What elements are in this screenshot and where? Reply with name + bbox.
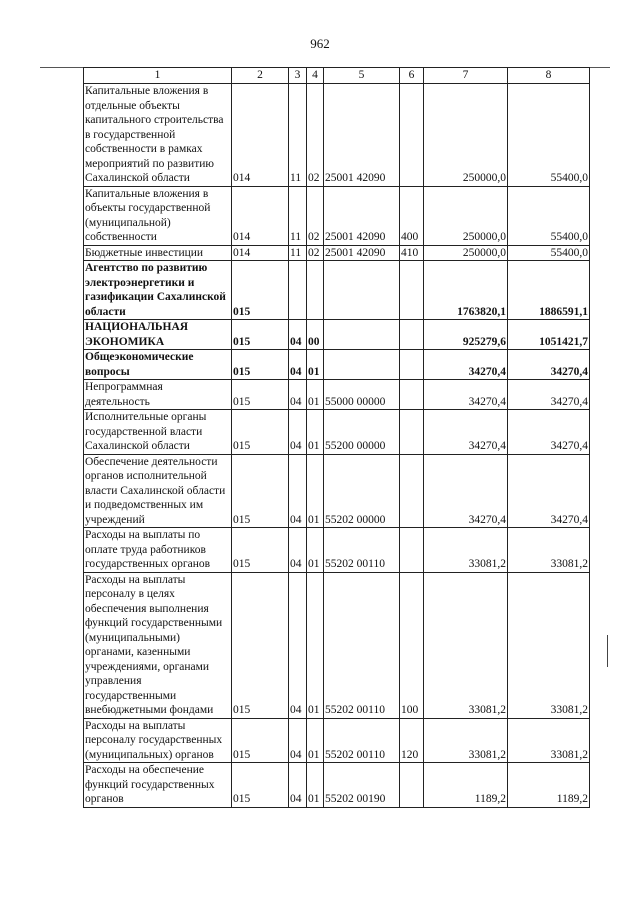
row-section: 11 bbox=[289, 245, 307, 261]
row-section: 04 bbox=[289, 528, 307, 573]
row-amount-2: 1051421,7 bbox=[508, 320, 590, 350]
table-row bbox=[84, 84, 590, 187]
row-amount-2: 55400,0 bbox=[508, 84, 590, 187]
row-code: 015 bbox=[232, 454, 289, 528]
header-col-4: 4 bbox=[307, 68, 324, 84]
row-amount-2: 33081,2 bbox=[508, 718, 590, 763]
row-target-article bbox=[324, 261, 400, 320]
row-amount-1: 33081,2 bbox=[424, 718, 508, 763]
row-subsection: 01 bbox=[307, 410, 324, 455]
row-amount-1: 33081,2 bbox=[424, 528, 508, 573]
row-name: Расходы на выплаты персоналу в целях обеспечения выполнения функций государственными (муниципальными) органами, казенными учреждениями, органами управления государственными внебюджетными фондами bbox=[84, 572, 232, 718]
row-name: Расходы на выплаты по оплате труда работников государственных органов bbox=[84, 528, 232, 573]
row-target-article: 55202 00110 bbox=[324, 718, 400, 763]
row-amount-1: 1189,2 bbox=[424, 763, 508, 808]
table-body bbox=[84, 68, 590, 808]
header-col-2: 2 bbox=[232, 68, 289, 84]
row-code: 014 bbox=[232, 186, 289, 245]
row-section: 04 bbox=[289, 718, 307, 763]
row-target-article: 55202 00110 bbox=[324, 572, 400, 718]
row-expense-type bbox=[400, 350, 424, 380]
row-expense-type bbox=[400, 261, 424, 320]
header-col-1: 1 bbox=[84, 68, 232, 84]
header-col-6: 6 bbox=[400, 68, 424, 84]
row-amount-2: 34270,4 bbox=[508, 410, 590, 455]
row-name: Расходы на обеспечение функций государственных органов bbox=[84, 763, 232, 808]
row-amount-2: 33081,2 bbox=[508, 572, 590, 718]
scan-artifact bbox=[607, 635, 608, 667]
row-target-article: 55202 00190 bbox=[324, 763, 400, 808]
table-row bbox=[84, 350, 590, 380]
row-subsection: 01 bbox=[307, 350, 324, 380]
row-target-article: 25001 42090 bbox=[324, 245, 400, 261]
row-amount-1: 925279,6 bbox=[424, 320, 508, 350]
row-name: Обеспечение деятельности органов исполнительной власти Сахалинской области и подведомственных им учреждений bbox=[84, 454, 232, 528]
row-subsection: 00 bbox=[307, 320, 324, 350]
row-expense-type bbox=[400, 380, 424, 410]
row-amount-1: 1763820,1 bbox=[424, 261, 508, 320]
row-amount-1: 250000,0 bbox=[424, 245, 508, 261]
row-code: 015 bbox=[232, 320, 289, 350]
row-code: 015 bbox=[232, 572, 289, 718]
table-row bbox=[84, 718, 590, 763]
row-target-article bbox=[324, 320, 400, 350]
row-section: 04 bbox=[289, 572, 307, 718]
row-amount-2: 33081,2 bbox=[508, 528, 590, 573]
row-section: 04 bbox=[289, 380, 307, 410]
row-name: Капитальные вложения в объекты государственной (муниципальной) собственности bbox=[84, 186, 232, 245]
row-subsection: 01 bbox=[307, 572, 324, 718]
row-expense-type: 100 bbox=[400, 572, 424, 718]
row-expense-type bbox=[400, 84, 424, 187]
row-target-article bbox=[324, 350, 400, 380]
row-amount-1: 33081,2 bbox=[424, 572, 508, 718]
header-col-7: 7 bbox=[424, 68, 508, 84]
row-name: Непрограммная деятельность bbox=[84, 380, 232, 410]
row-amount-1: 34270,4 bbox=[424, 454, 508, 528]
row-name: Агентство по развитию электроэнергетики и газификации Сахалинской области bbox=[84, 261, 232, 320]
table-row bbox=[84, 320, 590, 350]
row-subsection: 02 bbox=[307, 186, 324, 245]
row-subsection: 02 bbox=[307, 84, 324, 187]
table-row bbox=[84, 410, 590, 455]
row-expense-type bbox=[400, 528, 424, 573]
row-subsection: 01 bbox=[307, 528, 324, 573]
header-col-5: 5 bbox=[324, 68, 400, 84]
page-number: 962 bbox=[310, 36, 330, 51]
row-name: Капитальные вложения в отдельные объекты капитального строительства в государственной собственности в рамках мероприятий по развитию Сахалинской области bbox=[84, 84, 232, 187]
row-code: 015 bbox=[232, 380, 289, 410]
table-row bbox=[84, 186, 590, 245]
row-amount-2: 1886591,1 bbox=[508, 261, 590, 320]
row-amount-2: 1189,2 bbox=[508, 763, 590, 808]
row-amount-2: 34270,4 bbox=[508, 380, 590, 410]
row-expense-type bbox=[400, 763, 424, 808]
row-code: 015 bbox=[232, 410, 289, 455]
row-expense-type: 410 bbox=[400, 245, 424, 261]
budget-table bbox=[83, 67, 590, 808]
header-col-3: 3 bbox=[289, 68, 307, 84]
row-expense-type: 400 bbox=[400, 186, 424, 245]
header-col-8: 8 bbox=[508, 68, 590, 84]
row-expense-type bbox=[400, 320, 424, 350]
row-subsection: 01 bbox=[307, 454, 324, 528]
row-subsection: 01 bbox=[307, 380, 324, 410]
row-target-article: 55000 00000 bbox=[324, 380, 400, 410]
row-subsection: 01 bbox=[307, 763, 324, 808]
row-target-article: 25001 42090 bbox=[324, 186, 400, 245]
row-name: НАЦИОНАЛЬНАЯ ЭКОНОМИКА bbox=[84, 320, 232, 350]
row-amount-2: 55400,0 bbox=[508, 186, 590, 245]
row-name: Общеэкономические вопросы bbox=[84, 350, 232, 380]
row-amount-1: 250000,0 bbox=[424, 186, 508, 245]
row-code: 015 bbox=[232, 718, 289, 763]
row-code: 015 bbox=[232, 528, 289, 573]
row-subsection bbox=[307, 261, 324, 320]
row-amount-1: 34270,4 bbox=[424, 380, 508, 410]
row-code: 014 bbox=[232, 245, 289, 261]
row-section: 04 bbox=[289, 410, 307, 455]
row-code: 014 bbox=[232, 84, 289, 187]
row-section: 11 bbox=[289, 186, 307, 245]
row-name: Бюджетные инвестиции bbox=[84, 245, 232, 261]
row-section: 04 bbox=[289, 454, 307, 528]
row-target-article: 55202 00000 bbox=[324, 454, 400, 528]
row-section: 04 bbox=[289, 763, 307, 808]
row-target-article: 25001 42090 bbox=[324, 84, 400, 187]
row-expense-type: 120 bbox=[400, 718, 424, 763]
row-subsection: 02 bbox=[307, 245, 324, 261]
row-section: 04 bbox=[289, 350, 307, 380]
table-row bbox=[84, 261, 590, 320]
table-row bbox=[84, 763, 590, 808]
row-amount-1: 34270,4 bbox=[424, 410, 508, 455]
row-section bbox=[289, 261, 307, 320]
row-target-article: 55202 00110 bbox=[324, 528, 400, 573]
header-row bbox=[84, 68, 590, 84]
row-code: 015 bbox=[232, 261, 289, 320]
table-row bbox=[84, 528, 590, 573]
row-amount-1: 250000,0 bbox=[424, 84, 508, 187]
row-subsection: 01 bbox=[307, 718, 324, 763]
row-code: 015 bbox=[232, 763, 289, 808]
row-code: 015 bbox=[232, 350, 289, 380]
row-name: Исполнительные органы государственной власти Сахалинской области bbox=[84, 410, 232, 455]
row-expense-type bbox=[400, 454, 424, 528]
table-row bbox=[84, 245, 590, 261]
row-expense-type bbox=[400, 410, 424, 455]
row-amount-1: 34270,4 bbox=[424, 350, 508, 380]
table-row bbox=[84, 454, 590, 528]
row-name: Расходы на выплаты персоналу государственных (муниципальных) органов bbox=[84, 718, 232, 763]
row-section: 04 bbox=[289, 320, 307, 350]
row-amount-2: 34270,4 bbox=[508, 454, 590, 528]
row-section: 11 bbox=[289, 84, 307, 187]
table-row bbox=[84, 380, 590, 410]
table-row bbox=[84, 572, 590, 718]
row-target-article: 55200 00000 bbox=[324, 410, 400, 455]
row-amount-2: 34270,4 bbox=[508, 350, 590, 380]
row-amount-2: 55400,0 bbox=[508, 245, 590, 261]
